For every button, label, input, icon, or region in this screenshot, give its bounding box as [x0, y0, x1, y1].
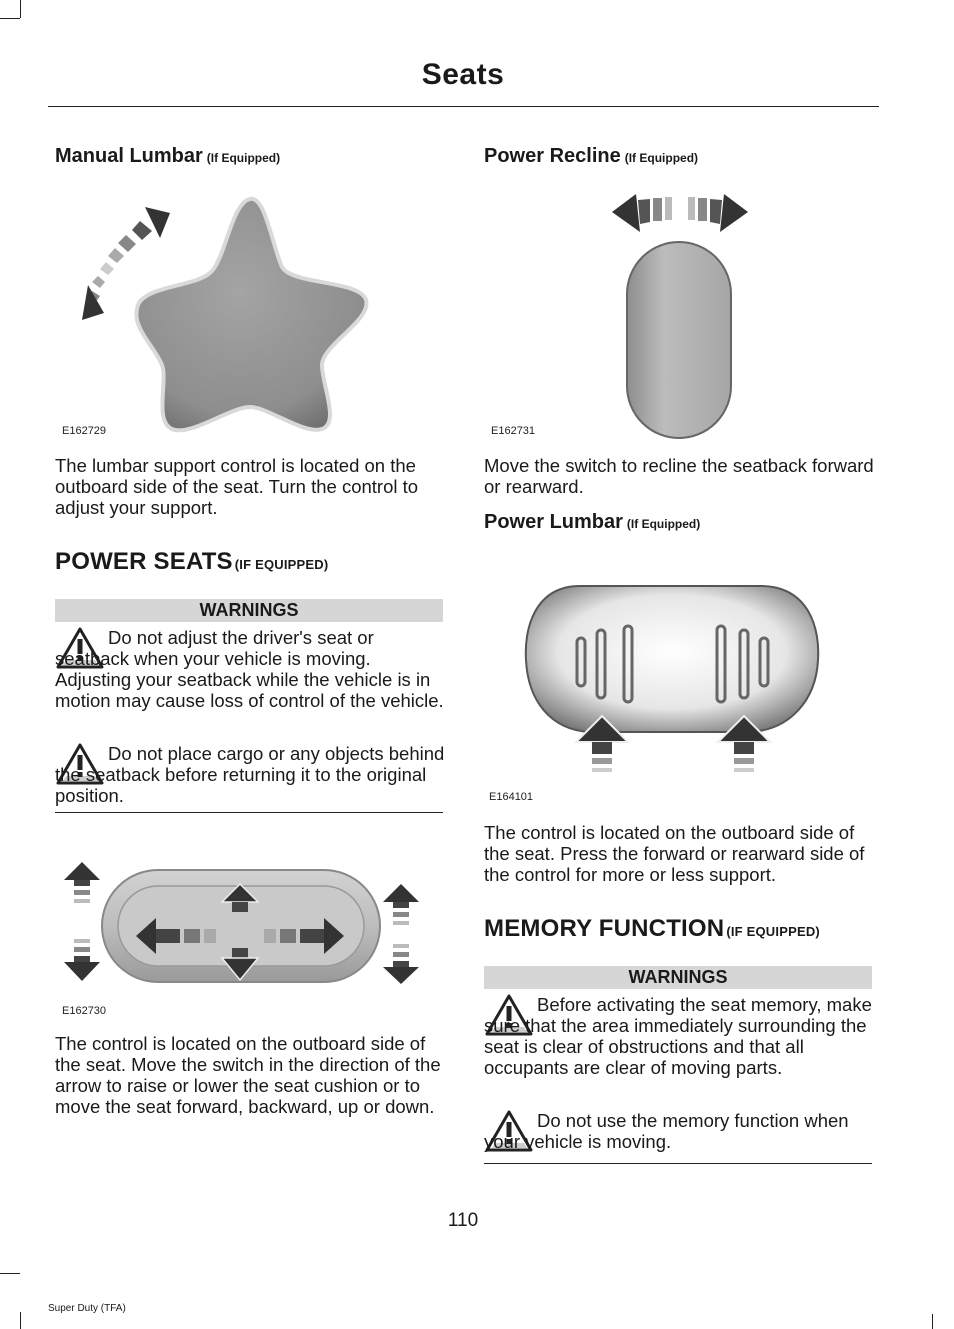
warning-text: Before activating the seat memory, make sure that the area immediately surrounding the seat is clear of obstructions and that all occupants are clear of moving parts. [484, 994, 872, 1078]
power-seat-control-text: The control is located on the outboard side of the seat. Move the switch in the direction of the arrow to raise or lower the seat cushion or to move the seat forward, backward, up or down. [55, 1033, 441, 1117]
page-title: Seats [421, 58, 505, 91]
power-seat-control-illustration [60, 860, 430, 990]
crop-mark [0, 18, 20, 19]
crop-mark [932, 1314, 933, 1329]
warnings-heading: WARNINGS [55, 599, 443, 622]
warning-text: Do not adjust the driver's seat or seatback when your vehicle is moving. Adjusting your seatback while the vehicle is in motion may cause loss of control of the vehicle. [55, 627, 444, 711]
power-recline-heading: Power Recline (If Equipped) [484, 145, 699, 167]
manual-lumbar-text: The lumbar support control is located on the outboard side of the seat. Turn the control to adjust your support. [55, 455, 419, 518]
power-lumbar-switch-illustration [520, 580, 825, 785]
crop-mark [20, 0, 21, 18]
up-down-arrow-icon [383, 884, 419, 984]
figure-id: E162729 [62, 425, 107, 437]
footer-model-text: Super Duty (TFA) [48, 1303, 126, 1314]
warnings-heading: WARNINGS [484, 966, 872, 989]
warnings-end-rule [484, 1163, 872, 1164]
figure-id: E164101 [489, 791, 534, 803]
figure-id: E162731 [491, 425, 536, 437]
warnings-end-rule [55, 812, 443, 813]
up-down-arrow-icon [64, 862, 100, 981]
recline-arrow-icon [612, 194, 748, 232]
figure-id: E162730 [62, 1005, 107, 1017]
title-rule [48, 106, 879, 107]
manual-lumbar-knob-illustration [60, 185, 390, 440]
power-lumbar-text: The control is located on the outboard side of the seat. Press the forward or rearward side of the control for more or less support. [484, 822, 865, 885]
crop-mark [0, 1273, 20, 1274]
page-number: 110 [447, 1210, 479, 1231]
crop-mark [20, 1312, 21, 1329]
power-lumbar-heading: Power Lumbar (If Equipped) [484, 511, 701, 533]
warning-text: Do not use the memory function when your vehicle is moving. [484, 1110, 849, 1152]
power-seats-heading: POWER SEATS (IF EQUIPPED) [55, 548, 329, 575]
memory-function-heading: MEMORY FUNCTION (IF EQUIPPED) [484, 915, 820, 942]
manual-lumbar-heading: Manual Lumbar (If Equipped) [55, 145, 281, 167]
warning-text: Do not place cargo or any objects behind the seatback before returning it to the original position. [55, 743, 445, 806]
power-recline-text: Move the switch to recline the seatback forward or rearward. [484, 455, 874, 497]
power-recline-switch-illustration [610, 190, 750, 442]
